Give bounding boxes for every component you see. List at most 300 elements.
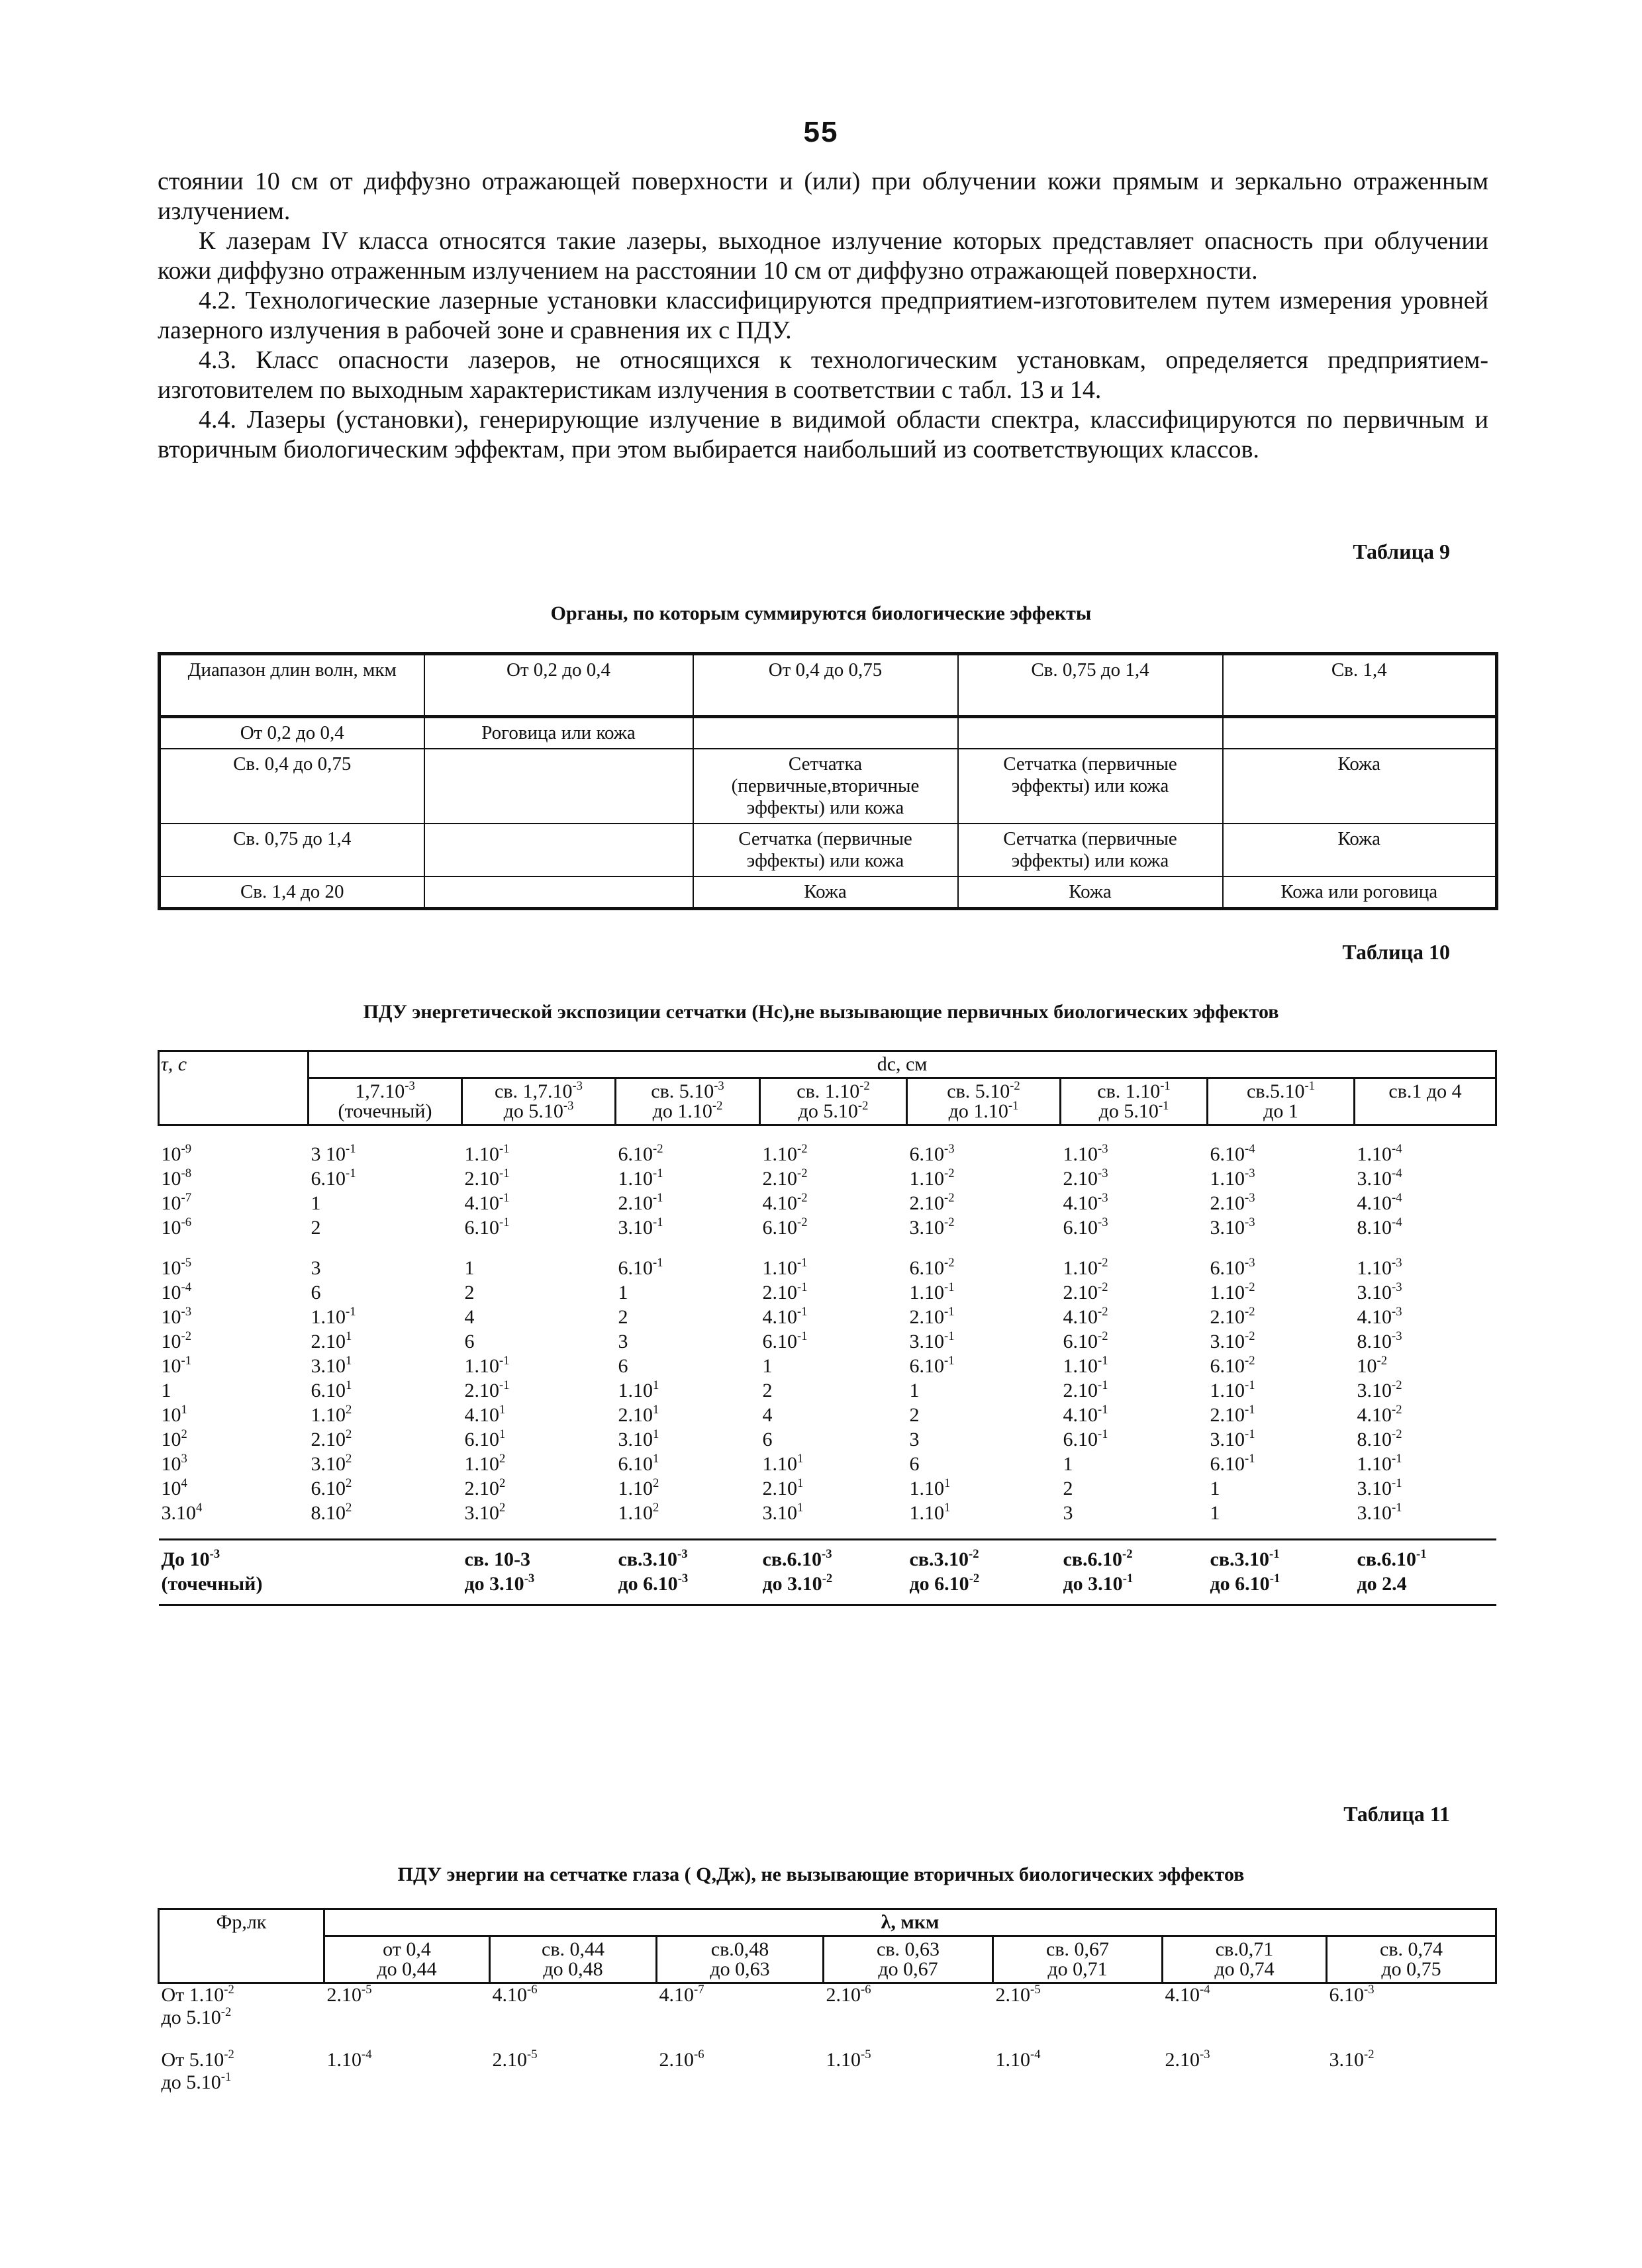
- exponent: -3: [1245, 1190, 1255, 1205]
- tau-value: $10^{-1}$: [161, 1353, 191, 1377]
- table-cell: $1.10^{-1}$: [618, 1166, 663, 1190]
- column-header: [1163, 1936, 1327, 1983]
- exponent: -1: [944, 1353, 955, 1368]
- footer-cell: [309, 1540, 462, 1572]
- table-row: [159, 1378, 1496, 1403]
- table9-header-cell: От 0,4 до 0,75: [693, 654, 958, 717]
- table-cell: $2.10^{-2}$: [909, 1190, 955, 1214]
- table-row: [159, 1142, 1496, 1166]
- table-cell: 3 $10^{-1}$: [311, 1141, 356, 1165]
- exponent: -6: [861, 1982, 871, 1997]
- table-row: [160, 824, 1497, 876]
- exponent: 2: [181, 1427, 187, 1441]
- table-cell: [424, 749, 693, 824]
- table-cell: 1.10$^1$: [909, 1500, 951, 1524]
- table-cell: 4: [762, 1404, 773, 1426]
- table-cell: $1.10^{-1}$: [1063, 1353, 1108, 1377]
- table-cell: 1: [762, 1355, 773, 1377]
- exponent: -2: [224, 1982, 234, 1997]
- exponent: -1: [1245, 1378, 1255, 1392]
- exponent: -1: [797, 1329, 808, 1343]
- exponent: -4: [362, 2047, 372, 2061]
- column-header-from: $св.5.10^{-1}$: [1247, 1078, 1315, 1102]
- table-cell: $3.10^{-1}$: [1357, 1500, 1402, 1524]
- table-cell: $1.10^{-4}$: [995, 2047, 1041, 2071]
- exponent: -2: [822, 1571, 833, 1585]
- exponent: -3: [563, 1098, 574, 1113]
- table-cell: 6.10$^1$: [464, 1427, 506, 1450]
- table-cell: $2.10^{-1}$: [1063, 1378, 1108, 1401]
- table-cell: $6.10^{-3}$: [1063, 1215, 1108, 1239]
- exponent: -2: [220, 2005, 232, 2019]
- exponent: -6: [181, 1215, 191, 1229]
- tau-value: $10^{-8}$: [161, 1166, 191, 1190]
- table-cell: $1.10^{-3}$: [1063, 1141, 1108, 1165]
- table-cell: Кожа: [1223, 824, 1497, 876]
- exponent: 1: [181, 1402, 187, 1417]
- footer-cell: до 2.4: [1357, 1573, 1407, 1595]
- table-cell: $6.10^{-2}$: [909, 1255, 955, 1279]
- exponent: -3: [1392, 1304, 1402, 1319]
- exponent: -3: [1245, 1215, 1255, 1229]
- exponent: -2: [181, 1329, 191, 1343]
- column-header-from: св. $1.10^{-2}$: [797, 1078, 870, 1102]
- exponent: -2: [1122, 1546, 1133, 1561]
- table-cell: 6: [762, 1429, 773, 1450]
- table-cell: $1.10^{-1}$: [464, 1141, 510, 1165]
- table-cell: 3: [1063, 1502, 1073, 1524]
- exponent: -1: [1122, 1571, 1134, 1585]
- table-cell: Кожа или роговица: [1223, 876, 1497, 909]
- exponent: -3: [405, 1078, 415, 1093]
- footer-cell: до $6.10^{-1}$: [1210, 1571, 1280, 1595]
- footer-cell: [309, 1572, 462, 1604]
- exponent: -3: [714, 1078, 724, 1093]
- exponent: 2: [346, 1402, 352, 1417]
- exponent: -2: [1376, 1353, 1387, 1368]
- table-cell: $6.10^{-3}$: [1329, 1982, 1375, 2006]
- exponent: -3: [181, 1304, 191, 1319]
- column-header-from: св. $5.10^{-2}$: [947, 1078, 1020, 1102]
- row-gap: [159, 2029, 1496, 2049]
- table-cell: 3.10$^1$: [762, 1500, 804, 1524]
- group-gap: [159, 1240, 1496, 1256]
- exponent: -4: [1200, 1982, 1210, 1997]
- exponent: -1: [944, 1329, 955, 1343]
- exponent: 2: [499, 1500, 506, 1515]
- table-cell: $1.10^{-4}$: [326, 2047, 372, 2071]
- exponent: -2: [797, 1141, 808, 1156]
- exponent: -1: [1304, 1078, 1315, 1093]
- column-header-to: до $5.10^{-3}$: [503, 1098, 574, 1122]
- exponent: -3: [1392, 1280, 1402, 1294]
- table-cell: $8.10^{-3}$: [1357, 1329, 1402, 1352]
- tau-value: $10^4$: [161, 1476, 187, 1499]
- row-label: [159, 2049, 324, 2094]
- table-cell: Сетчатка (первичные эффекты) или кожа: [958, 824, 1223, 876]
- table-cell: $1.10^{-3}$: [1357, 1255, 1402, 1279]
- table-row: [159, 1166, 1496, 1191]
- table-row: [159, 1256, 1496, 1280]
- tau-value: $10^{-9}$: [161, 1141, 191, 1165]
- paragraph: 4.4. Лазеры (установки), генерирующие излучение в видимой области спектра, классифицируются по первичным и вторичным биологическим эффектам, при этом выбирается наибольший из соответствующих классов.: [158, 406, 1488, 463]
- table-cell: 1.10$^1$: [762, 1451, 804, 1475]
- table-cell: $4.10^{-4}$: [1165, 1982, 1210, 2006]
- exponent: 1: [653, 1402, 659, 1417]
- table9-header-cell: Св. 1,4: [1223, 654, 1497, 717]
- exponent: -2: [1245, 1304, 1255, 1319]
- table-cell: $3.10^{-2}$: [1210, 1329, 1255, 1352]
- exponent: -3: [1098, 1215, 1108, 1229]
- table-cell: [958, 717, 1223, 749]
- exponent: 2: [346, 1500, 352, 1515]
- tau-value: $10^2$: [161, 1427, 187, 1450]
- tau-value: $10^{-5}$: [161, 1255, 191, 1279]
- table-cell: Кожа: [693, 876, 958, 909]
- table-cell: $4.10^{-2}$: [1063, 1304, 1108, 1328]
- exponent: -3: [1392, 1255, 1402, 1270]
- column-header-from: св. 0,74: [1380, 1938, 1443, 1960]
- exponent: -3: [1245, 1166, 1255, 1180]
- table-row: [159, 2049, 1496, 2094]
- dc-group-header: dc, см: [309, 1051, 1496, 1078]
- column-header-from: св. $1,7.10^{-3}$: [495, 1078, 583, 1102]
- lambda-group-header: λ, мкм: [324, 1909, 1496, 1936]
- table11-header-row: [159, 1909, 1496, 1936]
- table9-header-range: Диапазон длин волн, мкм: [160, 654, 424, 717]
- exponent: -1: [1269, 1546, 1280, 1561]
- tau-value: $10^3$: [161, 1451, 187, 1475]
- tau-header: τ, с: [159, 1051, 309, 1125]
- exponent: -4: [181, 1280, 191, 1294]
- table-cell: $3.10^{-2}$: [1329, 2047, 1375, 2071]
- exponent: -1: [499, 1215, 510, 1229]
- rule-cell: [159, 1525, 1496, 1540]
- table-cell: 3: [618, 1331, 628, 1352]
- table-row: [159, 1191, 1496, 1215]
- column-header-from: св.0,48: [710, 1938, 769, 1960]
- table-cell: Кожа: [958, 876, 1223, 909]
- table-cell: 2.10$^2$: [311, 1427, 352, 1450]
- exponent: -8: [181, 1166, 191, 1180]
- exponent: -2: [857, 1098, 869, 1113]
- column-header-from: св. $5.10^{-3}$: [651, 1078, 724, 1102]
- table-cell: 1: [1063, 1453, 1073, 1475]
- table-cell: 3: [909, 1429, 920, 1450]
- column-header-to: до $5.10^{-1}$: [1098, 1098, 1169, 1122]
- body-text: [158, 167, 1488, 465]
- exponent: -3: [944, 1141, 955, 1156]
- table-cell: Сетчатка (первичные эффекты) или кожа: [693, 824, 958, 876]
- table9-header-cell: Св. 0,75 до 1,4: [958, 654, 1223, 717]
- exponent: 1: [346, 1378, 352, 1392]
- row-label: Св. 0,75 до 1,4: [160, 824, 424, 876]
- column-header-to: до 0,71: [1047, 1958, 1108, 1980]
- table-cell: $4.10^{-7}$: [659, 1982, 704, 2006]
- exponent: -1: [1392, 1451, 1402, 1466]
- tau-value: $10^{-3}$: [161, 1304, 191, 1328]
- table11-subheader-row: [159, 1936, 1496, 1983]
- table-cell: $4.10^{-3}$: [1357, 1304, 1402, 1328]
- exponent: 1: [653, 1427, 659, 1441]
- gap-cell: [159, 2029, 1496, 2049]
- table-row: [159, 1215, 1496, 1240]
- exponent: -5: [181, 1255, 191, 1270]
- exponent: 2: [499, 1451, 506, 1466]
- exponent: -2: [797, 1215, 808, 1229]
- exponent: -2: [1245, 1329, 1255, 1343]
- exponent: -1: [797, 1304, 808, 1319]
- exponent: -2: [224, 2047, 234, 2061]
- table-cell: $2.10^{-1}$: [464, 1166, 510, 1190]
- column-header: [1061, 1078, 1208, 1125]
- table-cell: 6.10$^2$: [311, 1476, 352, 1499]
- exponent: -2: [969, 1546, 979, 1561]
- exponent: -2: [1245, 1280, 1255, 1294]
- exponent: -1: [181, 1353, 191, 1368]
- table-row: [159, 1280, 1496, 1305]
- row-label: От 0,2 до 0,4: [160, 717, 424, 749]
- footer-label: До $10^{-3}$: [161, 1546, 220, 1570]
- exponent: -1: [1098, 1378, 1108, 1392]
- column-header-to: до 1: [1263, 1100, 1298, 1122]
- table9-label: Таблица 9: [1353, 540, 1450, 563]
- table-cell: $1.10^{-2}$: [1210, 1280, 1255, 1303]
- table-cell: 3.10$^2$: [311, 1451, 352, 1475]
- footer-cell: до $3.10^{-1}$: [1063, 1571, 1134, 1595]
- exponent: -1: [1416, 1546, 1427, 1561]
- table-cell: $4.10^{-6}$: [492, 1982, 538, 2006]
- table-cell: [424, 876, 693, 909]
- table-cell: $6.10^{-2}$: [762, 1215, 808, 1239]
- exponent: -5: [1030, 1982, 1041, 1997]
- exponent: -5: [527, 2047, 538, 2061]
- exponent: 1: [653, 1378, 659, 1392]
- table-cell: $2.10^{-3}$: [1165, 2047, 1210, 2071]
- column-header: [760, 1078, 907, 1125]
- table-cell: $1.10^{-1}$: [909, 1280, 955, 1303]
- footer-cell: до $6.10^{-3}$: [618, 1571, 689, 1595]
- exponent: -1: [1392, 1476, 1402, 1490]
- exponent: -2: [1010, 1078, 1020, 1093]
- table-cell: 2: [311, 1217, 321, 1239]
- column-header-from: св.0,71: [1215, 1938, 1274, 1960]
- exponent: -2: [797, 1190, 808, 1205]
- table-cell: $4.10^{-4}$: [1357, 1190, 1402, 1214]
- exponent: -6: [527, 1982, 538, 1997]
- table-cell: $3.10^{-1}$: [1357, 1476, 1402, 1499]
- footer-cell: $св.6.10^{-1}$: [1357, 1546, 1427, 1570]
- table-cell: 1: [618, 1282, 628, 1303]
- table-row: [159, 1354, 1496, 1378]
- rule-cell: [159, 1604, 1496, 1606]
- exponent: -2: [1098, 1255, 1108, 1270]
- table-cell: $6.10^{-1}$: [909, 1353, 955, 1377]
- column-header-to: до 0,67: [878, 1958, 938, 1980]
- table9: [158, 652, 1498, 910]
- table-cell: 1: [464, 1257, 475, 1279]
- table-cell: $2.10^{-5}$: [326, 1982, 372, 2006]
- column-header: [324, 1936, 490, 1983]
- table-cell: 8.10$^2$: [311, 1500, 352, 1524]
- table-cell: $6.10^{-1}$: [762, 1329, 808, 1352]
- exponent: 2: [346, 1427, 352, 1441]
- exponent: -1: [797, 1255, 808, 1270]
- exponent: -2: [653, 1141, 663, 1156]
- exponent: -1: [499, 1141, 510, 1156]
- table-cell: $3.10^{-1}$: [618, 1215, 663, 1239]
- table-cell: $6.10^{-1}$: [1210, 1451, 1255, 1475]
- exponent: -1: [1160, 1078, 1171, 1093]
- table-cell: 6: [618, 1355, 628, 1377]
- column-header: [1208, 1078, 1355, 1125]
- table10-footer-row: [159, 1540, 1496, 1572]
- exponent: -1: [346, 1166, 356, 1180]
- exponent: 1: [346, 1329, 352, 1343]
- exponent: -2: [1245, 1353, 1255, 1368]
- exponent: 2: [653, 1500, 659, 1515]
- exponent: 1: [346, 1353, 352, 1368]
- table-cell: $2.10^{-1}$: [762, 1280, 808, 1303]
- column-header-to: (точечный): [338, 1100, 432, 1122]
- table-cell: Кожа: [1223, 749, 1497, 824]
- table-cell: [693, 717, 958, 749]
- table-row: [160, 876, 1497, 909]
- exponent: -4: [1245, 1141, 1255, 1156]
- exponent: -3: [1098, 1166, 1108, 1180]
- gap-cell: [159, 1125, 1496, 1143]
- table10-subheader-row: [159, 1078, 1496, 1125]
- table-cell: $2.10^{-5}$: [995, 1982, 1041, 2006]
- table-cell: $3.10^{-1}$: [909, 1329, 955, 1352]
- table-row: [160, 749, 1497, 824]
- exponent: -2: [1392, 1378, 1402, 1392]
- table-cell: [1223, 717, 1497, 749]
- exponent: -3: [1200, 2047, 1210, 2061]
- footer-cell: $св.6.10^{-2}$: [1063, 1546, 1133, 1570]
- exponent: -1: [797, 1280, 808, 1294]
- table-cell: $3.10^{-2}$: [909, 1215, 955, 1239]
- table-cell: $2.10^{-1}$: [1210, 1402, 1255, 1426]
- table-cell: $6.10^{-3}$: [909, 1141, 955, 1165]
- column-header: [907, 1078, 1061, 1125]
- table-cell: $2.10^{-1}$: [618, 1190, 663, 1214]
- tau-value: 1: [161, 1380, 171, 1401]
- exponent: -1: [1269, 1571, 1280, 1585]
- exponent: -1: [1392, 1500, 1402, 1515]
- exponent: -3: [1098, 1141, 1108, 1156]
- table-cell: $6.10^{-1}$: [464, 1215, 510, 1239]
- paragraph: 4.2. Технологические лазерные установки классифицируются предприятием-изготовителем путем измерения уровней лазерного излучения в рабочей зоне и сравнения их с ПДУ.: [158, 287, 1488, 344]
- exponent: 1: [797, 1476, 804, 1490]
- exponent: -4: [1392, 1166, 1402, 1180]
- exponent: 1: [653, 1451, 659, 1466]
- table-cell: 2.10$^1$: [618, 1402, 659, 1426]
- table-cell: $2.10^{-2}$: [1210, 1304, 1255, 1328]
- group-gap: [159, 1125, 1496, 1143]
- exponent: -1: [499, 1353, 510, 1368]
- footer-cell: $св.3.10^{-3}$: [618, 1546, 688, 1570]
- table-cell: 1.10$^1$: [909, 1476, 951, 1499]
- table10-bottom-rule: [159, 1604, 1496, 1606]
- exponent: -9: [181, 1141, 191, 1156]
- table-cell: $2.10^{-1}$: [909, 1304, 955, 1328]
- footer-label: (точечный): [161, 1573, 263, 1595]
- table-cell: $1.10^{-1}$: [464, 1353, 510, 1377]
- tau-value: $10^{-7}$: [161, 1190, 191, 1214]
- table-row: [160, 717, 1497, 749]
- tau-value: $10^1$: [161, 1402, 187, 1426]
- exponent: -3: [209, 1546, 220, 1561]
- table-cell: $4.10^{-2}$: [762, 1190, 808, 1214]
- table-cell: $3.10^{-1}$: [1210, 1427, 1255, 1450]
- table-cell: 4: [464, 1306, 475, 1328]
- exponent: 1: [944, 1476, 951, 1490]
- table-row: [159, 1427, 1496, 1452]
- table-cell: 3: [311, 1257, 321, 1279]
- exponent: -2: [1098, 1329, 1108, 1343]
- table-cell: $4.10^{-1}$: [464, 1190, 510, 1214]
- exponent: -2: [969, 1571, 980, 1585]
- column-header: [490, 1936, 657, 1983]
- column-header: [616, 1078, 760, 1125]
- column-header-to: до 0,75: [1381, 1958, 1441, 1980]
- exponent: -5: [362, 1982, 372, 1997]
- exponent: -3: [1364, 1982, 1375, 1997]
- fr-header: Фр,лк: [159, 1909, 324, 1983]
- column-header-from: св. 0,67: [1046, 1938, 1109, 1960]
- tau-value: $10^{-4}$: [161, 1280, 191, 1303]
- table-cell: Роговица или кожа: [424, 717, 693, 749]
- table-cell: $3.10^{-3}$: [1357, 1280, 1402, 1303]
- column-header-to: до 0,44: [377, 1958, 437, 1980]
- table-cell: $10^{-2}$: [1357, 1353, 1387, 1377]
- table-cell: 2: [909, 1404, 920, 1426]
- footer-cell: $св.3.10^{-2}$: [909, 1546, 979, 1570]
- table-cell: 1: [909, 1380, 920, 1401]
- exponent: -2: [712, 1098, 723, 1113]
- table-cell: $6.10^{-2}$: [1063, 1329, 1108, 1352]
- exponent: -4: [1392, 1141, 1402, 1156]
- table-cell: 6.10$^1$: [311, 1378, 352, 1401]
- table-cell: $2.10^{-2}$: [762, 1166, 808, 1190]
- exponent: 2: [346, 1476, 352, 1490]
- table-cell: 1: [1210, 1478, 1220, 1499]
- table-cell: $2.10^{-1}$: [464, 1378, 510, 1401]
- table11: [158, 1908, 1497, 2094]
- exponent: -4: [1030, 2047, 1041, 2061]
- row-label: Св. 1,4 до 20: [160, 876, 424, 909]
- exponent: -2: [944, 1166, 955, 1180]
- exponent: -2: [1392, 1402, 1402, 1417]
- table-cell: $4.10^{-2}$: [1357, 1402, 1402, 1426]
- table10-header-row: [159, 1051, 1496, 1078]
- exponent: -3: [677, 1571, 689, 1585]
- exponent: -1: [346, 1141, 356, 1156]
- column-header-to: до $1.10^{-1}$: [948, 1098, 1019, 1122]
- exponent: -1: [653, 1166, 663, 1180]
- gap-cell: [159, 1240, 1496, 1256]
- exponent: -2: [797, 1166, 808, 1180]
- column-header-to: до $5.10^{-2}$: [798, 1098, 869, 1122]
- footer-cell: св. 10-3: [464, 1548, 531, 1570]
- table-cell: 2.10$^1$: [311, 1329, 352, 1352]
- table-cell: $2.10^{-3}$: [1063, 1166, 1108, 1190]
- exponent: -3: [677, 1546, 688, 1561]
- exponent: 3: [181, 1451, 187, 1466]
- exponent: -1: [1158, 1098, 1169, 1113]
- column-header: [462, 1078, 616, 1125]
